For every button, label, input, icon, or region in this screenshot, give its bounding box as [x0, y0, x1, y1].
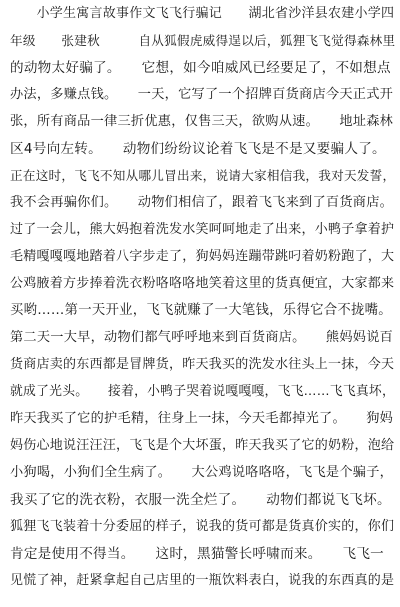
text-line: 过了一会儿，熊大妈抱着洗发水笑呵呵地走了出来，小鸭子拿着护: [10, 222, 395, 237]
text-line: 年级 张建秋 自从狐假虎威得逞以后，狐狸飞飞觉得森林里: [10, 33, 396, 48]
text-line: 妈伤心地说汪汪汪，飞飞是个大坏蛋，昨天我买了它的奶粉，泡给: [10, 438, 395, 453]
text-line: 狐狸飞飞装着十分委屈的样子，说我的货可都是货真价实的，你们: [10, 519, 395, 534]
text-line: 正在这时，飞飞不知从哪儿冒出来，说请大家相信我，我对天发誓，: [10, 168, 396, 183]
text-line: 就成了光头。 接着，小鸭子哭着说嘎嘎嘎，飞飞……飞飞真坏，: [10, 384, 396, 399]
text-line: 办法，多赚点钱。 一天，它写了一个招牌百货商店今天正式开: [10, 87, 394, 102]
text-line: 肯定是使用不得当。 这时，黑猫警长呼啸而来。 飞飞一: [10, 546, 385, 562]
text-line: 毛精嘎嘎嘎地踏着八字步走了，狗妈妈连蹦带跳叼着奶粉跑了，大: [10, 249, 395, 264]
text-line: 我不会再骗你们。 动物们相信了，跟着飞飞来到了百货商店。: [10, 195, 394, 210]
text-line: 张，所有商品一律三折优惠，仅售三天，欲购从速。 地址森林: [10, 114, 394, 129]
text-line: 昨天我买了它的护毛精，往身上一抹，今天毛都掉光了。 狗妈: [10, 411, 394, 426]
text-line: 买哟……第一天开业，飞飞就赚了一大笔钱，乐得它合不拢嘴。: [10, 303, 392, 318]
text-line: 小学生寓言故事作文飞飞行骗记 湖北省沙洋县农建小学四: [10, 6, 395, 21]
text-line: 货商店卖的东西都是冒牌货，昨天我买的洗发水往头上一抹，今天: [10, 357, 395, 372]
text-line: 的动物太好骗了。 它想，如今咱威风已经要足了，不如想点: [10, 60, 391, 76]
text-line: 公鸡腋着方步捧着洗衣粉咯咯咯地笑着这里的货真便宜，大家都来: [10, 276, 395, 291]
text-line: 小狗喝，小狗们全生病了。 大公鸡说咯咯咯，飞飞是个骗子，: [10, 465, 394, 480]
text-line: 我买了它的洗衣粉，衣服一洗全烂了。 动物们都说飞飞坏。: [10, 492, 391, 508]
text-line: 见慌了神，赶紧拿起自己店里的一瓶饮料表白，说我的东西真的是: [10, 573, 395, 588]
text-line: 区4号向左转。 动物们纷纷议论着飞飞是不是又要骗人了。: [10, 141, 386, 157]
text-line: 第二天一大早，动物们都气呼呼地来到百货商店。 熊妈妈说百: [10, 330, 394, 345]
